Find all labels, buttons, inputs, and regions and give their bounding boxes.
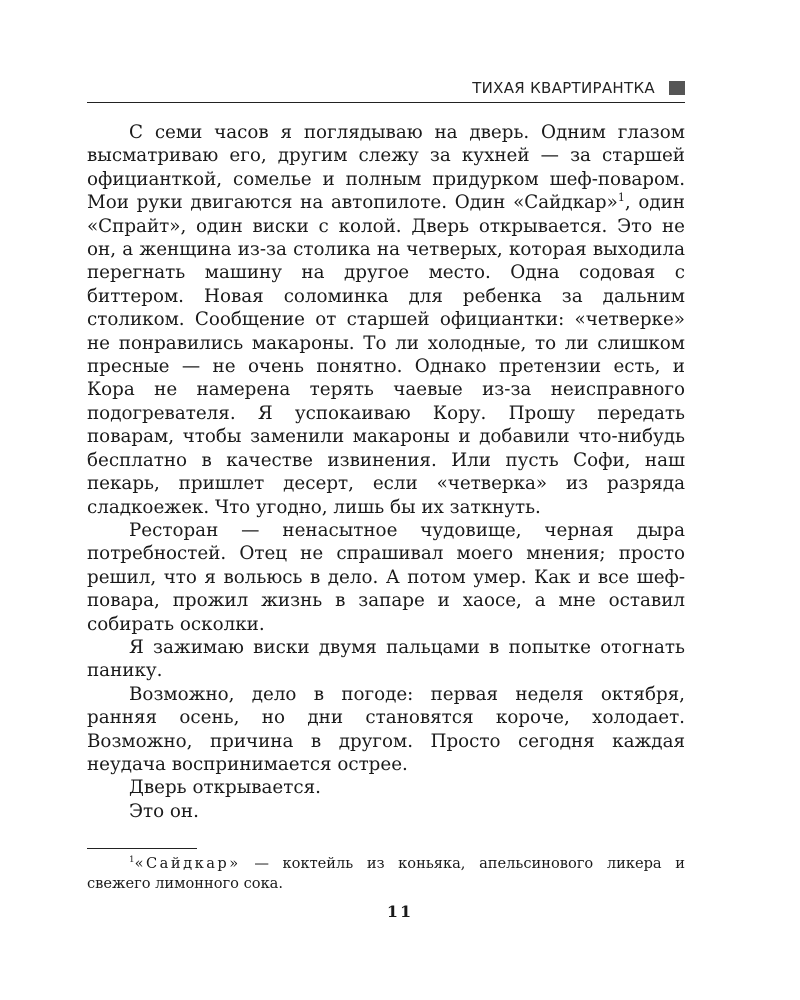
paragraph-1-before-note: С семи часов я поглядываю на дверь. Одним глазом высматриваю его, другим слежу за кухней — за старшей официанткой, сомелье и полным придурком шеф-поваром. Мои руки двигаются на автопилоте. Один «Сайдкар» xyxy=(87,122,685,214)
footnote-divider xyxy=(87,848,197,849)
footnote-text: — коктейль из коньяка, апельсинового ликера и свежего лимонного сока. xyxy=(87,855,685,892)
paragraph-2: Ресторан — ненасытное чудовище, черная дыра потребностей. Отец не спрашивал моего мнения; просто решил, что я вольюсь в дело. А потом умер. Как и все шеф-повара, прожил жизнь в запаре и хаосе, а мне оставил собирать осколки. xyxy=(87,519,685,635)
running-title: ТИХАЯ КВАРТИРАНТКА xyxy=(472,79,655,97)
main-text xyxy=(87,121,685,823)
header-square-mark xyxy=(669,81,685,95)
running-header xyxy=(87,76,685,103)
footnote xyxy=(87,854,685,893)
paragraph-6: Это он. xyxy=(129,800,199,822)
footnote-marker: 1 xyxy=(129,855,135,866)
paragraph-1 xyxy=(87,121,685,519)
page-number: 11 xyxy=(386,902,414,921)
footnote-reference: 1 xyxy=(617,191,625,205)
paragraph-4: Возможно, дело в погоде: первая неделя октября, ранняя осень, но дни становятся короче, холодает. Возможно, причина в другом. Просто сегодня каждая неудача воспринимается острее. xyxy=(87,683,685,775)
footnote-term: «Сайдкар» xyxy=(134,855,241,872)
paragraph-1-after-note: , один «Спрайт», один виски с колой. Дверь открывается. Это не он, а женщина из-за столика на четверых, которая выходила перегнать машину на другое место. Одна содовая с биттером. Новая соломинка для ребенка за дальним столиком. Сообщение от старшей официантки: «четверке» не понравились макароны. То ли холодные, то ли слишком пресные — не очень понятно. Однако претензии есть, и Кора не намерена терять чаевые из-за неисправного подогревателя. Я успокаиваю Кору. Прошу передать поварам, чтобы заменили макароны и добавили что-нибудь бесплатно в качестве извинения. Или пусть Софи, наш пекарь, пришлет десерт, если «четверка» из разряда сладкоежек. Что угодно, лишь бы их заткнуть. xyxy=(87,192,685,518)
paragraph-5: Дверь открывается. xyxy=(129,777,321,799)
paragraph-3: Я зажимаю виски двумя пальцами в попытке отогнать панику. xyxy=(87,636,685,682)
